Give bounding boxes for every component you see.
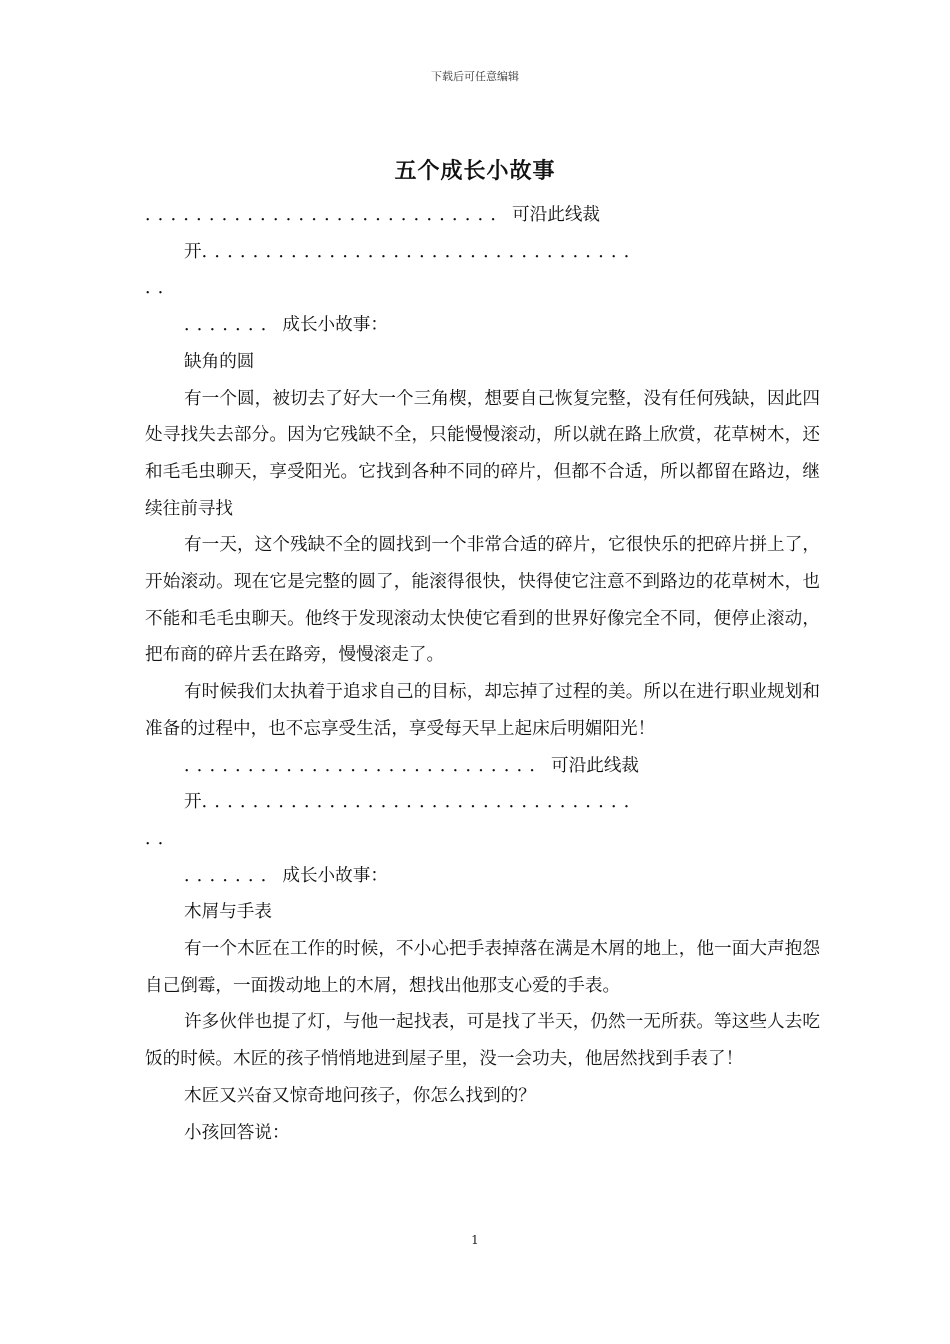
cut-line-dots: ．．．．．．．．．．．．．．．．．．．．．．．．．．．．．．．．．． <box>201 241 646 262</box>
cut-line <box>145 748 820 785</box>
cut-line-text: 开 <box>184 792 202 813</box>
cut-line-dots: ．．．．．．．．．．．．．．．．．．．．．．．．．．．． <box>184 755 552 776</box>
cut-line-text: 开 <box>184 241 202 262</box>
label-dots: ．．．．．．． <box>184 315 283 336</box>
paragraph: 许多伙伴也提了灯，与他一起找表，可是找了半天，仍然一无所获。等这些人去吃饭的时候。木匠的孩子悄悄地进到屋子里，没一会功夫，他居然找到手表了！ <box>145 1012 820 1070</box>
paragraph: 木匠又兴奋又惊奇地问孩子，你怎么找到的？ <box>184 1085 536 1106</box>
label-text: 成长小故事： <box>282 315 388 336</box>
cut-line-dots: ．． <box>145 278 180 299</box>
header-note: 下载后可任意编辑 <box>431 70 519 83</box>
cut-line <box>145 234 820 271</box>
cut-line-dots: ．．．．．．．．．．．．．．．．．．．．．．．．．．．．．．．．．． <box>201 792 646 813</box>
cut-line <box>145 270 820 307</box>
document-title: 五个成长小故事 <box>394 158 556 184</box>
label-text: 成长小故事： <box>282 865 388 886</box>
cut-line <box>145 821 820 858</box>
document-body <box>145 197 820 1151</box>
paragraph: 有时候我们太执着于追求自己的目标，却忘掉了过程的美。所以在进行职业规划和准备的过程中，也不忘享受生活，享受每天早上起床后明媚阳光！ <box>145 682 820 739</box>
cut-line-dots: ．．．．．．．．．．．．．．．．．．．．．．．．．．．． <box>145 205 513 225</box>
paragraph: 有一个木匠在工作的时候，不小心把手表掉落在满是木屑的地上，他一面大声抱怨自己倒霉，一面拨动地上的木屑，想找出他那支心爱的手表。 <box>145 939 820 996</box>
story-label <box>145 307 820 344</box>
paragraph: 有一个圆，被切去了好大一个三角楔，想要自己恢复完整，没有任何残缺，因此四处寻找失去部分。因为它残缺不全，只能慢慢滚动，所以就在路上欣赏，花草树木，还和毛毛虫聊天，享受阳光。它找到各种不同的碎片，但都不合适，所以都留在路边，继续往前寻找 <box>145 388 820 519</box>
cut-line-dots: ．． <box>145 828 180 849</box>
paragraph: 小孩回答说： <box>184 1122 290 1143</box>
label-dots: ．．．．．．． <box>184 865 283 886</box>
story-title: 缺角的圆 <box>184 351 255 372</box>
story-label <box>145 858 820 895</box>
cut-line-text: 可沿此线裁 <box>512 205 601 225</box>
cut-line <box>145 784 820 821</box>
cut-line <box>145 197 820 234</box>
cut-line-text: 可沿此线裁 <box>551 755 640 776</box>
story-title: 木屑与手表 <box>184 902 272 923</box>
page-number: 1 <box>471 1233 479 1247</box>
paragraph: 有一天，这个残缺不全的圆找到一个非常合适的碎片，它很快乐的把碎片拼上了，开始滚动。现在它是完整的圆了，能滚得很快，快得使它注意不到路边的花草树木，也不能和毛毛虫聊天。他终于发现滚动太快使它看到的世界好像完全不同，便停止滚动，把布商的碎片丢在路旁，慢慢滚走了。 <box>145 535 820 666</box>
